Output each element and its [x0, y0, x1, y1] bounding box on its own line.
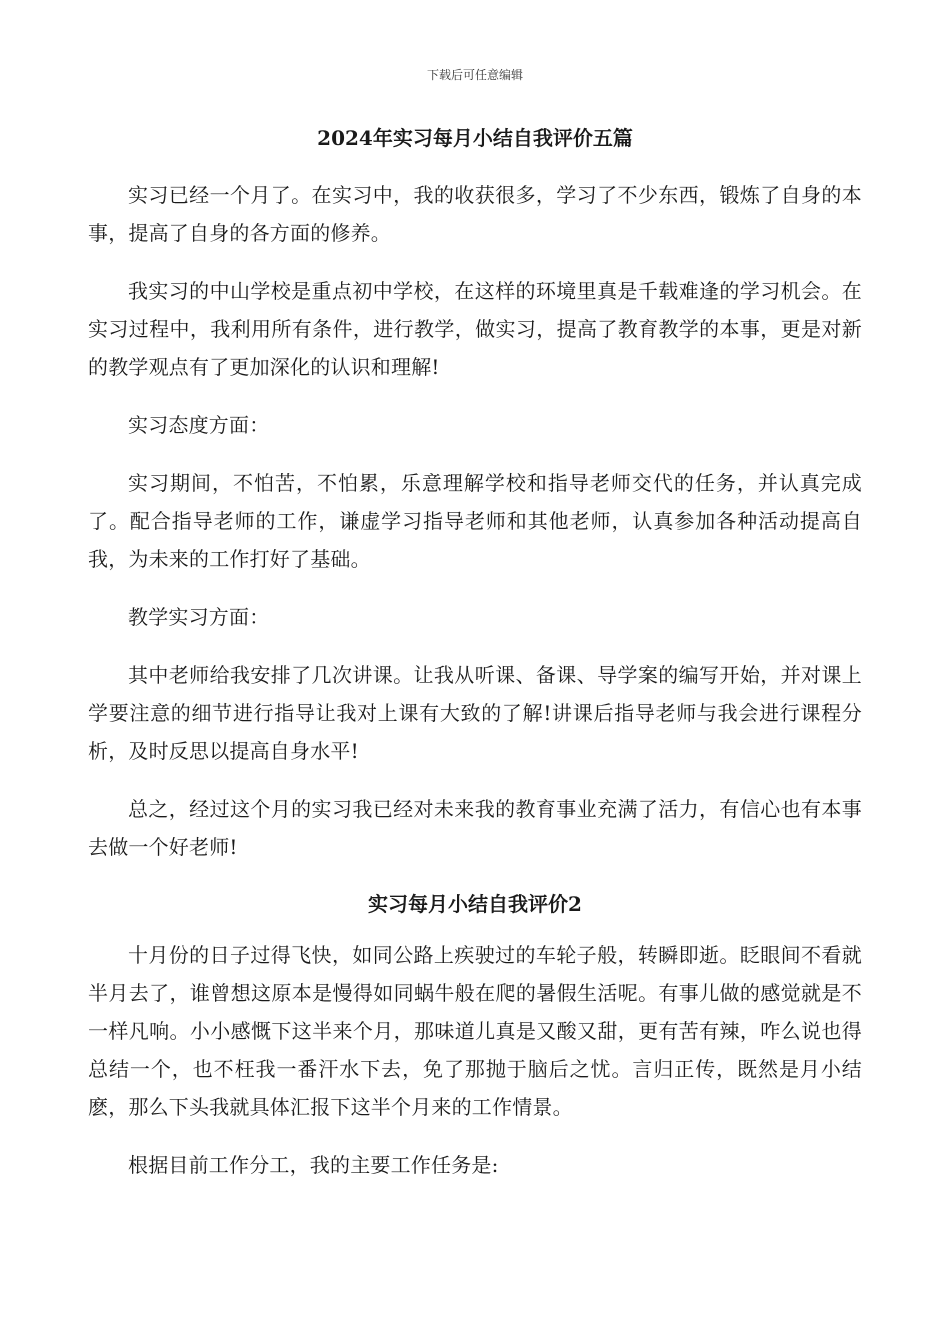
header-note: 下载后可任意编辑 — [426, 68, 523, 82]
section-title: 实习每月小结自我评价2 — [368, 892, 582, 916]
paragraph: 实习期间，不怕苦，不怕累，乐意理解学校和指导老师交代的任务，并认真完成了。配合指导老师的工作，谦虚学习指导老师和其他老师，认真参加各种活动提高自我，为未来的工作打好了基础。 — [88, 471, 862, 571]
document-title: 2024年实习每月小结自我评价五篇 — [317, 126, 633, 150]
paragraph: 根据目前工作分工，我的主要工作任务是: — [128, 1153, 499, 1177]
paragraph: 我实习的中山学校是重点初中学校，在这样的环境里真是千载难逢的学习机会。在实习过程中，我利用所有条件，进行教学，做实习，提高了教育教学的本事，更是对新的教学观点有了更加深化的认识和理解! — [88, 279, 862, 379]
subheading-teaching: 教学实习方面： — [128, 605, 270, 629]
subheading-attitude: 实习态度方面： — [128, 413, 270, 437]
paragraph: 实习已经一个月了。在实习中，我的收获很多，学习了不少东西，锻炼了自身的本事，提高了自身的各方面的修养。 — [88, 183, 862, 245]
document-body — [88, 120, 862, 1204]
paragraph: 十月份的日子过得飞快，如同公路上疾驶过的车轮子般，转瞬即逝。眨眼间不看就半月去了，谁曾想这原本是慢得如同蜗牛般在爬的暑假生活呢。有事儿做的感觉就是不一样凡响。小小感慨下这半来个月，那味道儿真是又酸又甜，更有苦有辣，咋么说也得总结一个，也不枉我一番汗水下去，免了那抛于脑后之忧。言归正传，既然是月小结麽，那么下头我就具体汇报下这半个月来的工作情景。 — [88, 943, 862, 1119]
section-1 — [88, 176, 862, 866]
paragraph: 其中老师给我安排了几次讲课。让我从听课、备课、导学案的编写开始，并对课上学要注意的细节进行指导让我对上课有大致的了解!讲课后指导老师与我会进行课程分析，及时反思以提高自身水平! — [88, 663, 862, 763]
section-2 — [88, 886, 862, 1184]
paragraph: 总之，经过这个月的实习我已经对未来我的教育事业充满了活力，有信心也有本事去做一个好老师! — [88, 797, 862, 859]
